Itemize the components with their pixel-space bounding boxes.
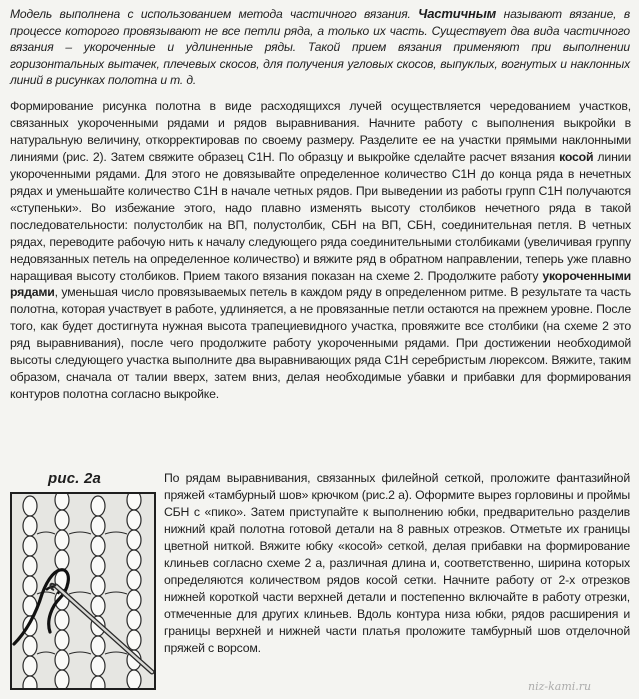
- main-bold-1: косой: [559, 149, 594, 164]
- figure-label: рис. 2а: [48, 470, 102, 487]
- intro-rest: называют вязание, в процессе которого провязывают не все петли ряда, а только их часть. Существует два вида частичного вязания – укороченные и удлиненные ряды. Такой прием вязания применяют при выполнении горизонтальных вытачек, плечевых скосов, для получения угловых скосов, выпуклых, вогнутых и наклонных линий в рисунках полотна и т. д.: [10, 7, 630, 88]
- figure-side-paragraph: По рядам выравнивания, связанных филейной сеткой, проложите фантазийной пряжей «тамбурный шов» крючком (рис.2 а). Оформите вырез горловины и проймы СБН с «пико». Затем приступайте к выполнению юбки, предварительно разделив нижний край полотна готовой детали на 8 равных отрезков. Отметьте их границы цветной ниткой. Вяжите юбку «косой» сеткой, делая прибавки на формирование клиньев согласно схеме 2 а, различная длина и, соответственно, ширина которых определяются количеством рядов косой сетки. Начните работу от 2-х отрезков нижней короткой части верхней детали и постепенно включайте в работу отрезки, отмеченные для других клиньев. Вдоль контура низа юбки, рядов расширения и границы верхней и нижней части платья проложите тамбурный шов отделочной пряжей с ворсом.: [164, 471, 630, 655]
- main-text-part-2: линии укороченными рядами. Для этого не довязывайте определенное количество С1Н до конца ряда в нечетных рядах и уменьшайте количество С1Н в начале четных рядов. При выведении из работы групп С1Н получаются «ступеньки». Во избежание этого, надо плавно изменять высоту столбиков нечетного ряда в такой последовательности: полустолбик на ВП, полустолбик, СБН на ВП, СБН, соединительная петля. В четных рядах, переводите рабочую нить к началу следующего ряда соединительными столбиками (увеличивая группу недовязанных петель на определенное количество) и вяжите ряд в обратном направлении, теперь уже плавно наращивая высоту столбиков. Прием такого вязания показан на схеме 2. Продолжите работу: [10, 149, 632, 283]
- site-watermark: niz-kami.ru: [528, 680, 592, 693]
- main-text-part-1: Формирование рисунка полотна в виде расходящихся лучей осуществляется чередованием участков, связанных укороченными рядами и рядов выравнивания. Начните работу с выполнения выкройки в натуральную величину, откорректировав по своему размеру. Разделите ее на участки прямыми наклонными линиями (рис. 2). Затем свяжите образец С1Н. По образцу и выкройке сделайте расчет вязания: [10, 99, 631, 164]
- intro-paragraph: [10, 6, 630, 89]
- figure-2a-illustration: [10, 492, 156, 690]
- crochet-stitch-drawing: [12, 494, 154, 688]
- main-text-part-3: , уменьшая число провязываемых петель в каждом ряду в определенном ритме. В результате та часть полотна, которая участвует в работе, удлиняется, а не провязанные петли остаются на прежнем уровне. После того, как будет достигнута нужная высота трапециевидного участка, провяжите все столбики (на схеме 2 это ряд выравнивания), после чего продолжите работу укороченными рядами. При достижении необходимой высоты следующего участка выполните два выравнивающих ряда С1Н серебристым люрексом. Вяжите, таким образом, сначала от талии вверх, затем вниз, делая необходимые убавки и прибавки для формирования контуров полотна согласно выкройке.: [10, 285, 631, 402]
- main-bold-2: укороченными рядами: [10, 268, 631, 300]
- intro-term: Частичным: [418, 6, 497, 21]
- main-paragraph: [10, 98, 631, 403]
- intro-lead: Модель выполнена с использованием метода частичного вязания.: [10, 7, 419, 21]
- chain-column-3: [91, 496, 105, 688]
- chain-column-1: [23, 496, 37, 688]
